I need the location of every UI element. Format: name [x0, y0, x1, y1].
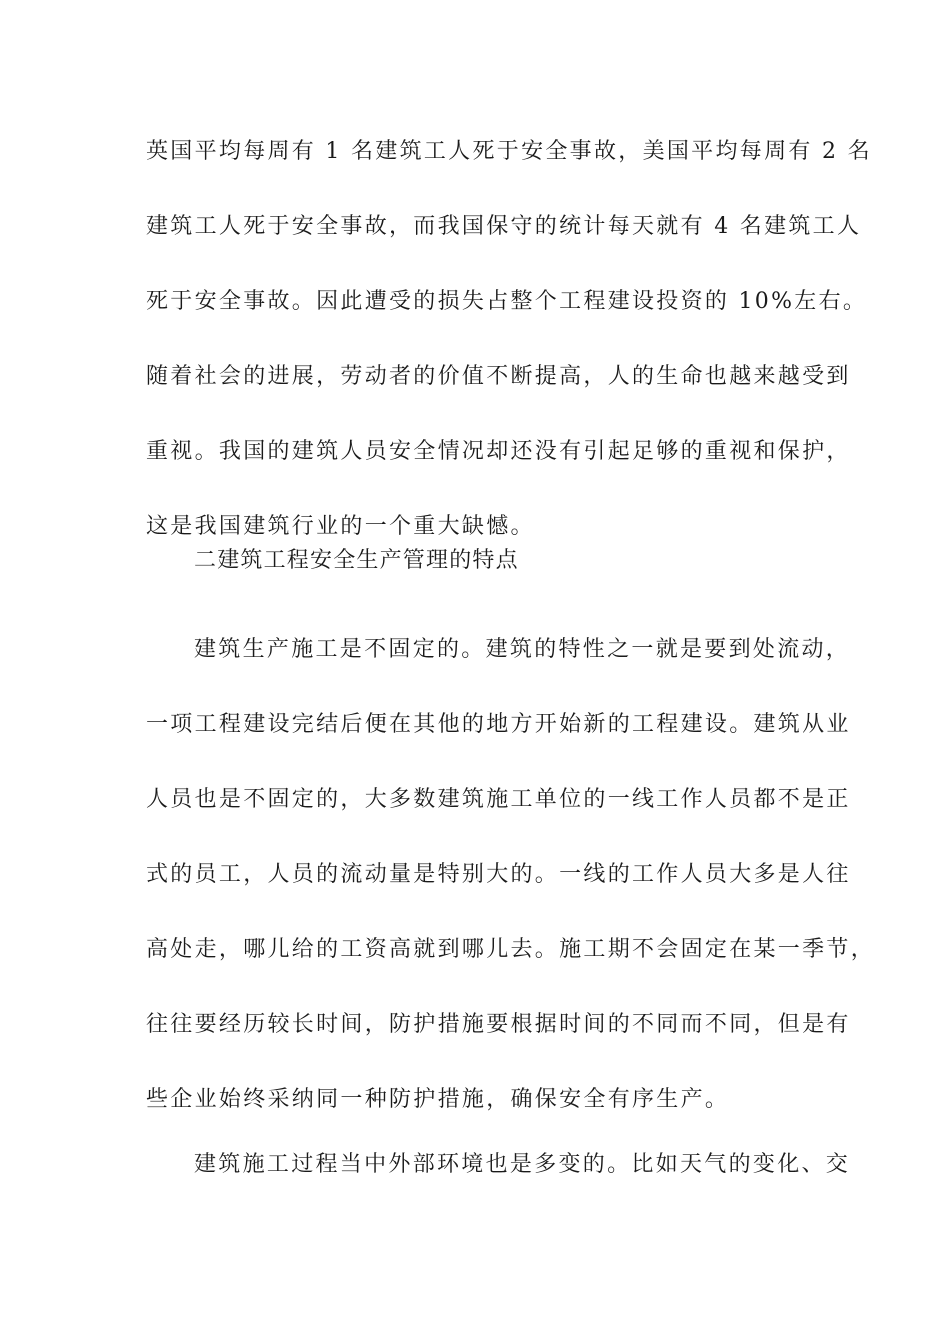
- section-heading: 二建筑工程安全生产管理的特点: [194, 548, 519, 573]
- text-line-6: 这是我国建筑行业的一个重大缺憾。: [146, 514, 535, 539]
- text-line-2: 建筑工人死于安全事故，而我国保守的统计每天就有 4 名建筑工人: [146, 214, 862, 239]
- text-line-14: 些企业始终采纳同一种防护措施，确保安全有序生产。: [146, 1087, 730, 1112]
- text-line-3: 死于安全事故。因此遭受的损失占整个工程建设投资的 10%左右。: [146, 289, 868, 314]
- text-line-4: 随着社会的进展，劳动者的价值不断提高，人的生命也越来越受到: [146, 364, 851, 389]
- text-line-13: 往往要经历较长时间，防护措施要根据时间的不同而不同，但是有: [146, 1012, 851, 1037]
- text-line-9: 一项工程建设完结后便在其他的地方开始新的工程建设。建筑从业: [146, 712, 851, 737]
- text-line-12: 高处走，哪儿给的工资高就到哪儿去。施工期不会固定在某一季节，: [146, 937, 876, 962]
- paragraph-start-1: 建筑生产施工是不固定的。建筑的特性之一就是要到处流动，: [194, 637, 851, 662]
- paragraph-start-2: 建筑施工过程当中外部环境也是多变的。比如天气的变化、交: [194, 1152, 851, 1177]
- text-line-5: 重视。我国的建筑人员安全情况却还没有引起足够的重视和保护，: [146, 439, 851, 464]
- text-line-10: 人员也是不固定的，大多数建筑施工单位的一线工作人员都不是正: [146, 787, 851, 812]
- text-line-1: 英国平均每周有 1 名建筑工人死于安全事故，美国平均每周有 2 名: [146, 139, 872, 164]
- text-line-11: 式的员工，人员的流动量是特别大的。一线的工作人员大多是人往: [146, 862, 851, 887]
